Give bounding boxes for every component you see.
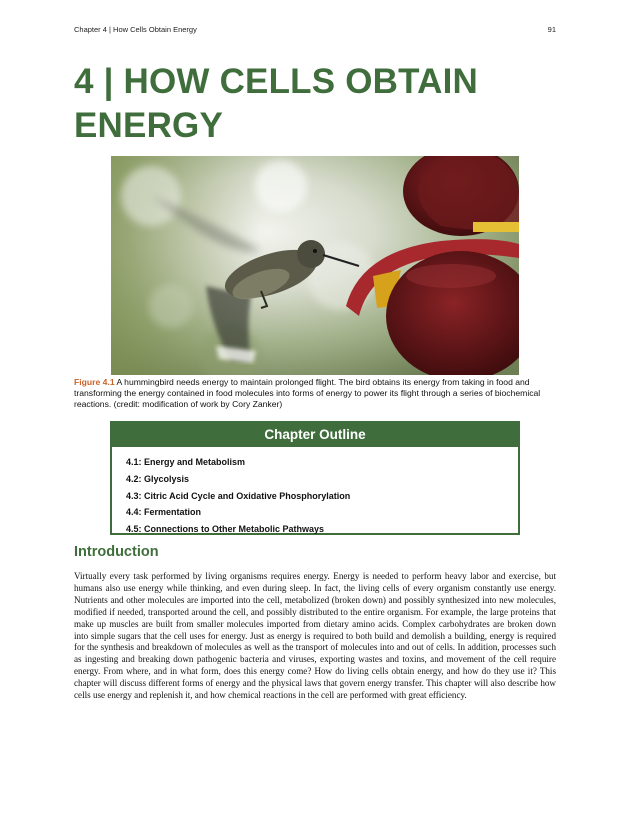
outline-item: 4.1: Energy and Metabolism (126, 457, 246, 467)
chapter-title: 4 | HOW CELLS OBTAIN ENERGY (74, 62, 478, 145)
figure-caption (74, 377, 556, 411)
figure-caption-text: A hummingbird needs energy to maintain prolonged flight. The bird obtains its energy from taking in food and transforming the energy contained in food molecules into forms of energy to power its flight through a series of biochemical reactions. (credit: modification of work by Cory Zanker) (74, 377, 541, 410)
hummingbird-feeder-photo (111, 156, 519, 375)
running-header (74, 25, 556, 34)
chapter-outline-list (112, 447, 518, 538)
outline-item: 4.2: Glycolysis (126, 473, 190, 484)
outline-item: 4.5: Connections to Other Metabolic Pathways (126, 524, 325, 535)
outline-item: 4.3: Citric Acid Cycle and Oxidative Phosphorylation (126, 490, 351, 501)
page-number: 91 (547, 25, 556, 34)
figure-label: Figure 4.1 (74, 377, 115, 387)
introduction-heading: Introduction (74, 544, 159, 560)
chapter-outline-heading: Chapter Outline (112, 423, 518, 447)
chapter-outline-box (110, 421, 520, 535)
introduction-body: Virtually every task performed by living organisms requires energy. Energy is needed to perform heavy labor and exercise, but humans also use energy while thinking, and even during sleep. In fact, the living cells of every organism constantly use energy. Nutrients and other molecules are imported into the cell, metabolized (broken down) and possibly synthesized into new molecules, modified if needed, transported around the cell, and possibly distributed to the entire organism. For example, the large proteins that make up muscles are built from smaller molecules imported from dietary amino acids. Complex carbohydrates are broken down into simple sugars that the cell uses for energy. Just as energy is required to both build and demolish a building, energy is required for the synthesis and breakdown of molecules as well as the transport of molecules into and out of cells. In addition, processes such as ingesting and breaking down pathogenic bacteria and viruses, exporting wastes and toxins, and movement of the cell require energy. From where, and in what form, does this energy come? How do living cells obtain energy, and how do they use it? This chapter will discuss different forms of energy and the physical laws that govern energy transfer. This chapter will also describe how cells use energy and replenish it, and how chemical reactions in the cell are performed with great efficiency. (74, 571, 556, 701)
running-title: Chapter 4 | How Cells Obtain Energy (74, 25, 197, 34)
outline-item: 4.4: Fermentation (126, 507, 202, 518)
